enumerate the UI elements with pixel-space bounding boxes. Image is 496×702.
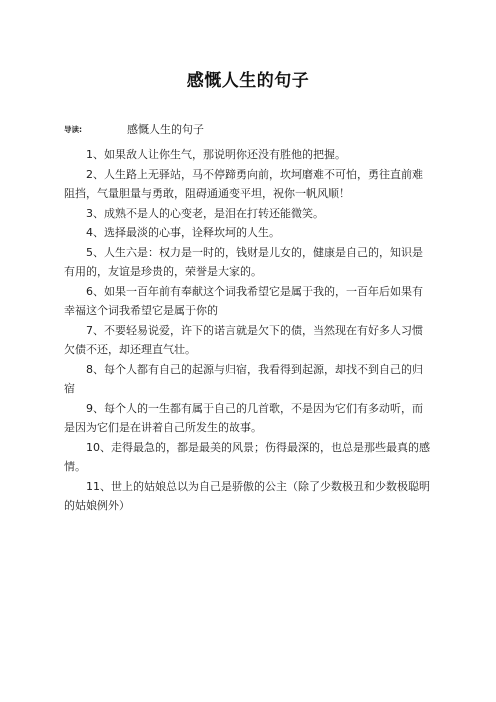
paragraph-7: 7、不要轻易说爱，许下的诺言就是欠下的债，当然现在有好多人习惯欠债不还，却还理直气壮。	[64, 323, 423, 356]
paragraph-1: 1、如果敌人让你生气，那说明你还没有胜他的把握。	[86, 148, 346, 161]
paragraph-8: 8、每个人都有自己的起源与归宿，我看得到起源，却找不到自己的归宿	[64, 362, 423, 395]
paragraph-2: 2、人生路上无驿站，马不停蹄勇向前，坎坷磨难不可怕，勇往直前难阻挡，气量胆量与勇敢，阻碍通通变平坦，祝你一帆风顺！	[64, 167, 423, 200]
document-body	[64, 145, 433, 516]
paragraph-6: 6、如果一百年前有奉献这个词我希望它是属于我的，一百年后如果有幸福这个词我希望它是属于你的	[64, 284, 423, 317]
document-title: 感慨人生的句子	[186, 71, 310, 91]
paragraph-5: 5、人生六是：权力是一时的，钱财是儿女的，健康是自己的，知识是有用的，友谊是珍贵的，荣誉是大家的。	[64, 245, 423, 278]
paragraph-3: 3、成熟不是人的心变老，是泪在打转还能微笑。	[86, 206, 324, 220]
paragraph-9: 9、每个人的一生都有属于自己的几首歌，不是因为它们有多动听，而是因为它们是在讲着自己所发生的故事。	[64, 401, 423, 434]
paragraph-11: 11、世上的姑娘总以为自己是骄傲的公主（除了少数极丑和少数极聪明的姑娘例外）	[64, 479, 430, 512]
paragraph-4: 4、选择最淡的心事，诠释坎坷的人生。	[86, 226, 280, 239]
paragraph-10: 10、走得最急的，都是最美的风景；伤得最深的，也总是那些最真的感情。	[64, 440, 430, 473]
intro-text: 感慨人生的句子	[127, 123, 204, 136]
intro-line	[64, 121, 444, 137]
intro-label: 导读:	[64, 125, 82, 134]
